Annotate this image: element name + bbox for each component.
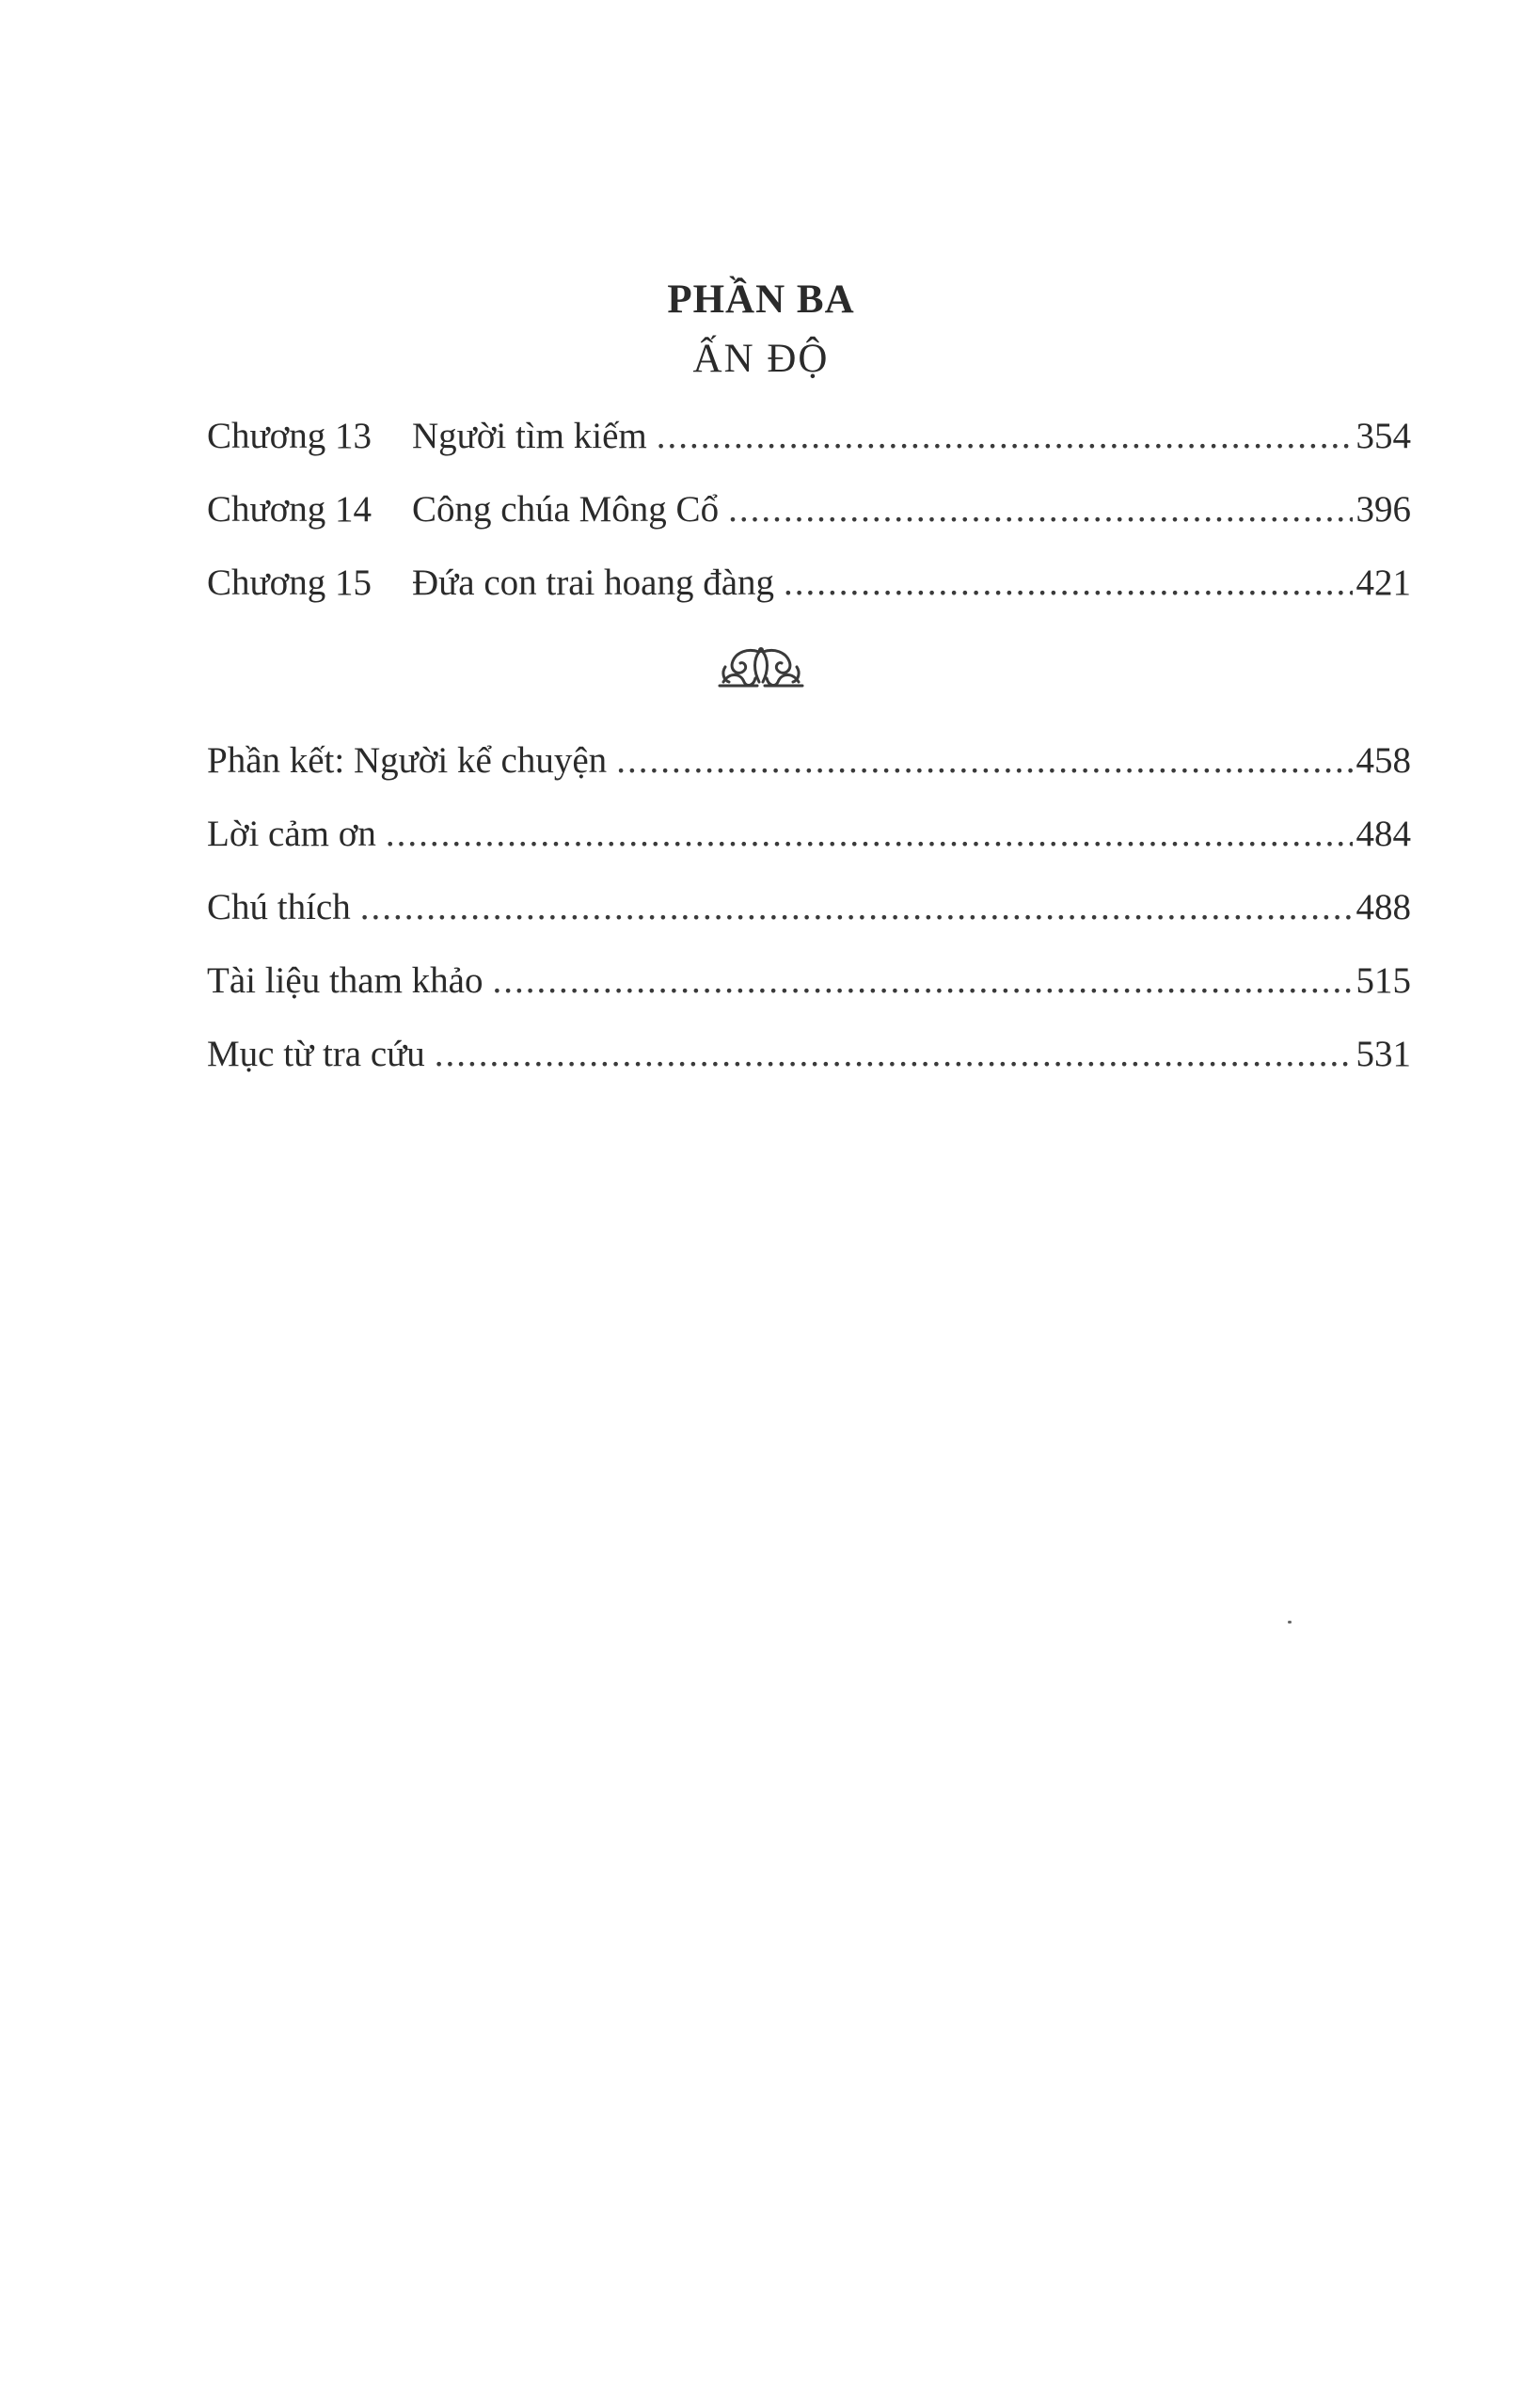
dot-leader [616, 724, 1352, 798]
chapter-number: Chương 13 [207, 416, 373, 456]
toc-entry-chapter-15[interactable] [207, 547, 1411, 620]
dot-leader [386, 798, 1353, 871]
toc-entry-chapter-13[interactable] [207, 400, 1411, 473]
dot-leader [435, 1018, 1353, 1091]
dot-leader [784, 547, 1352, 620]
entry-title: Chú thích [207, 887, 351, 927]
page-number: 354 [1356, 416, 1411, 456]
dot-leader [657, 400, 1353, 473]
dot-leader [493, 944, 1353, 1018]
dot-leader [728, 473, 1352, 547]
part-title: ẤN ĐỘ [692, 337, 830, 381]
part-heading [0, 273, 1522, 388]
page-number: 488 [1356, 887, 1411, 927]
chapter-list [207, 400, 1411, 620]
page-number: 531 [1356, 1034, 1411, 1074]
paper-speck [1288, 1621, 1292, 1624]
page-number: 458 [1356, 740, 1411, 781]
toc-entry-chapter-14[interactable] [207, 473, 1411, 547]
toc-entry-epilogue[interactable] [207, 724, 1411, 798]
toc-entry-acknowledgements[interactable] [207, 798, 1411, 871]
entry-title: Lời cảm ơn [207, 814, 376, 854]
part-label: PHẦN BA [667, 277, 855, 322]
chapter-title: Người tìm kiếm [412, 416, 647, 456]
entry-title: Tài liệu tham khảo [207, 960, 484, 1001]
page-number: 421 [1356, 562, 1411, 603]
chapter-number: Chương 15 [207, 562, 373, 603]
toc-entry-notes[interactable] [207, 871, 1411, 944]
chapter-title: Đứa con trai hoang đàng [412, 562, 775, 603]
chapter-title: Công chúa Mông Cổ [412, 489, 720, 530]
toc-entry-bibliography[interactable] [207, 944, 1411, 1018]
entry-title: Phần kết: Người kể chuyện [207, 740, 608, 781]
dot-leader [360, 871, 1353, 944]
floral-ornament-icon [0, 644, 1522, 689]
back-matter-list [207, 724, 1411, 1091]
chapter-number: Chương 14 [207, 489, 373, 530]
entry-title: Mục từ tra cứu [207, 1034, 425, 1074]
page-number: 515 [1356, 960, 1411, 1001]
toc-entry-index[interactable] [207, 1018, 1411, 1091]
page-number: 396 [1356, 489, 1411, 530]
page-number: 484 [1356, 814, 1411, 854]
